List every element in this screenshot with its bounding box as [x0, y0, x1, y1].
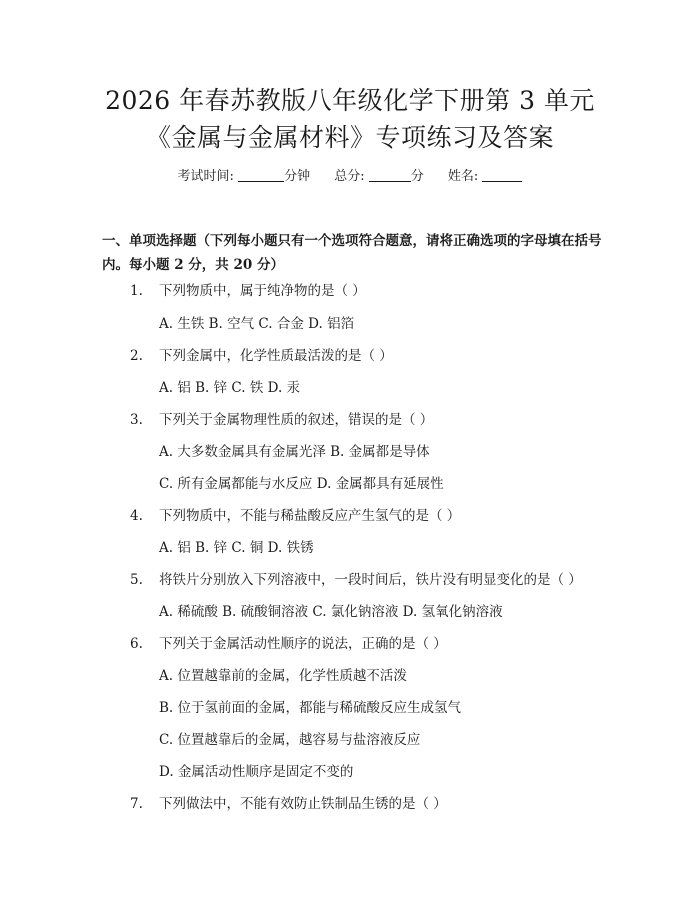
question-options: A. 稀硫酸 B. 硫酸铜溶液 C. 氯化钠溶液 D. 氢氧化钠溶液 [159, 604, 503, 620]
exam-time-label: 考试时间: [177, 169, 234, 184]
question-options: C. 位置越靠后的金属，越容易与盐溶液反应 [159, 732, 421, 748]
question-number: 4. [130, 508, 143, 524]
question-stem: 下列关于金属活动性顺序的说法，正确的是（ ） [159, 636, 447, 652]
question-stem: 下列关于金属物理性质的叙述，错误的是（ ） [159, 412, 434, 428]
total-score-label: 总分: [334, 169, 365, 184]
exam-time-unit: 分钟 [284, 169, 311, 184]
question-number: 7. [130, 796, 143, 812]
question-options: A. 生铁 B. 空气 C. 合金 D. 铝箔 [159, 316, 355, 332]
question-number: 5. [130, 572, 143, 588]
question-options: A. 铝 B. 锌 C. 铜 D. 铁锈 [159, 540, 314, 556]
total-score-unit: 分 [410, 169, 424, 184]
exam-time-field [178, 169, 315, 184]
question-options: D. 金属活动性顺序是固定不变的 [159, 764, 354, 780]
student-name-blank [482, 168, 522, 182]
question-options: A. 大多数金属具有金属光泽 B. 金属都是导体 [159, 444, 430, 460]
question-options: C. 所有金属都能与水反应 D. 金属都具有延展性 [159, 476, 444, 492]
student-name-label: 姓名: [447, 169, 479, 184]
question-stem: 下列物质中，属于纯净物的是（ ） [159, 283, 366, 299]
question-stem: 下列物质中，不能与稀盐酸反应产生氢气的是（ ） [159, 508, 461, 524]
question-stem: 下列做法中，不能有效防止铁制品生锈的是（ ） [159, 796, 447, 812]
question-number: 6. [130, 636, 143, 652]
question-options: A. 铝 B. 锌 C. 铁 D. 汞 [159, 380, 301, 396]
question-number: 3. [130, 412, 143, 428]
document-title-line2: 《金属与金属材料》专项练习及答案 [145, 123, 554, 152]
question-number: 1. [130, 283, 143, 299]
question-options: A. 位置越靠前的金属，化学性质越不活泼 [159, 668, 407, 684]
section-heading-single-choice: 一、单项选择题（下列每小题只有一个选项符合题意，请将正确选项的字母填在括号内。每小题 2 分，共 20 分） [102, 233, 602, 273]
question-options: B. 位于氢前面的金属，都能与稀硫酸反应生成氢气 [159, 700, 462, 716]
question-number: 2. [130, 348, 143, 364]
exam-info-line [0, 167, 700, 187]
question-stem: 下列金属中，化学性质最活泼的是（ ） [159, 348, 393, 364]
total-score-field [334, 169, 428, 184]
total-score-blank [369, 168, 411, 182]
exam-time-blank [238, 168, 284, 182]
question-stem: 将铁片分别放入下列溶液中，一段时间后，铁片没有明显变化的是（ ） [159, 572, 582, 588]
document-title-line1: 2026 年春苏教版八年级化学下册第 3 单元 [105, 86, 595, 115]
student-name-field [448, 169, 523, 184]
